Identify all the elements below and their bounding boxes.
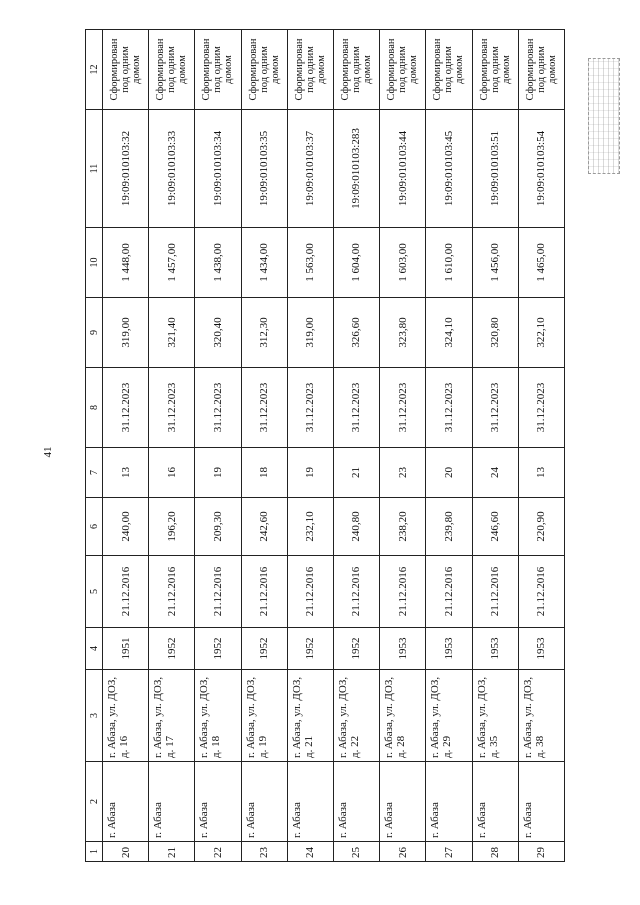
count-cell: 13: [103, 448, 149, 498]
land-area-cell: 1 456,00: [472, 228, 518, 298]
area-cell: 209,30: [195, 498, 241, 556]
row-number: 25: [333, 842, 379, 862]
table-row: [149, 30, 195, 862]
page-number: 41: [42, 446, 54, 458]
build-year-cell: 1952: [149, 628, 195, 670]
rotated-table-container: [85, 30, 565, 862]
deadline-date-cell: 31.12.2023: [426, 368, 472, 448]
date-cell: 21.12.2016: [518, 556, 564, 628]
column-number: 4: [86, 628, 103, 670]
value-cell: 320,40: [195, 298, 241, 368]
deadline-date-cell: 31.12.2023: [472, 368, 518, 448]
table-row: [287, 30, 333, 862]
value-cell: 326,60: [333, 298, 379, 368]
value-cell: 312,30: [241, 298, 287, 368]
value-cell: 319,00: [287, 298, 333, 368]
date-cell: 21.12.2016: [472, 556, 518, 628]
count-cell: 13: [518, 448, 564, 498]
status-cell: Сформирован под одним домом: [103, 30, 149, 110]
build-year-cell: 1953: [380, 628, 426, 670]
value-cell: 321,40: [149, 298, 195, 368]
row-number: 21: [149, 842, 195, 862]
row-number: 26: [380, 842, 426, 862]
land-area-cell: 1 434,00: [241, 228, 287, 298]
status-cell: Сформирован под одним домом: [195, 30, 241, 110]
deadline-date-cell: 31.12.2023: [380, 368, 426, 448]
status-cell: Сформирован под одним домом: [380, 30, 426, 110]
status-cell: Сформирован под одним домом: [472, 30, 518, 110]
city-cell: г. Абаза: [426, 762, 472, 842]
build-year-cell: 1952: [195, 628, 241, 670]
city-cell: г. Абаза: [333, 762, 379, 842]
cadastral-number-cell: 19:09:010103:32: [103, 110, 149, 228]
status-cell: Сформирован под одним домом: [287, 30, 333, 110]
land-area-cell: 1 610,00: [426, 228, 472, 298]
table-row: [380, 30, 426, 862]
table-body: [103, 30, 565, 862]
count-cell: 20: [426, 448, 472, 498]
deadline-date-cell: 31.12.2023: [518, 368, 564, 448]
column-number: 2: [86, 762, 103, 842]
column-number: 10: [86, 228, 103, 298]
deadline-date-cell: 31.12.2023: [287, 368, 333, 448]
column-number: 1: [86, 842, 103, 862]
table-row: [333, 30, 379, 862]
column-number-row: [86, 30, 103, 862]
build-year-cell: 1952: [287, 628, 333, 670]
land-area-cell: 1 563,00: [287, 228, 333, 298]
column-number: 8: [86, 368, 103, 448]
city-cell: г. Абаза: [149, 762, 195, 842]
city-cell: г. Абаза: [472, 762, 518, 842]
date-cell: 21.12.2016: [380, 556, 426, 628]
cadastral-number-cell: 19:09:010103:34: [195, 110, 241, 228]
area-cell: 240,00: [103, 498, 149, 556]
city-cell: г. Абаза: [380, 762, 426, 842]
table-row: [518, 30, 564, 862]
status-cell: Сформирован под одним домом: [426, 30, 472, 110]
date-cell: 21.12.2016: [287, 556, 333, 628]
city-cell: г. Абаза: [195, 762, 241, 842]
area-cell: 239,80: [426, 498, 472, 556]
build-year-cell: 1952: [333, 628, 379, 670]
area-cell: 238,20: [380, 498, 426, 556]
row-number: 22: [195, 842, 241, 862]
value-cell: 320,80: [472, 298, 518, 368]
cadastral-number-cell: 19:09:010103:33: [149, 110, 195, 228]
address-cell: г. Абаза, ул. ДОЗ, д. 29: [426, 670, 472, 762]
count-cell: 24: [472, 448, 518, 498]
build-year-cell: 1951: [103, 628, 149, 670]
date-cell: 21.12.2016: [149, 556, 195, 628]
table-row: [103, 30, 149, 862]
count-cell: 16: [149, 448, 195, 498]
deadline-date-cell: 31.12.2023: [103, 368, 149, 448]
count-cell: 21: [333, 448, 379, 498]
column-number: 5: [86, 556, 103, 628]
build-year-cell: 1952: [241, 628, 287, 670]
deadline-date-cell: 31.12.2023: [195, 368, 241, 448]
date-cell: 21.12.2016: [426, 556, 472, 628]
status-cell: Сформирован под одним домом: [333, 30, 379, 110]
land-area-cell: 1 603,00: [380, 228, 426, 298]
land-area-cell: 1 457,00: [149, 228, 195, 298]
column-number: 7: [86, 448, 103, 498]
area-cell: 220,90: [518, 498, 564, 556]
row-number: 20: [103, 842, 149, 862]
row-number: 23: [241, 842, 287, 862]
address-cell: г. Абаза, ул. ДОЗ, д. 16: [103, 670, 149, 762]
date-cell: 21.12.2016: [195, 556, 241, 628]
table-row: [472, 30, 518, 862]
address-cell: г. Абаза, ул. ДОЗ, д. 22: [333, 670, 379, 762]
status-cell: Сформирован под одним домом: [149, 30, 195, 110]
table-row: [195, 30, 241, 862]
cadastral-number-cell: 19:09:010103:51: [472, 110, 518, 228]
address-cell: г. Абаза, ул. ДОЗ, д. 38: [518, 670, 564, 762]
count-cell: 19: [195, 448, 241, 498]
count-cell: 23: [380, 448, 426, 498]
value-cell: 323,80: [380, 298, 426, 368]
count-cell: 18: [241, 448, 287, 498]
row-number: 27: [426, 842, 472, 862]
column-number: 11: [86, 110, 103, 228]
area-cell: 240,80: [333, 498, 379, 556]
cadastral-number-cell: 19:09:010103:37: [287, 110, 333, 228]
date-cell: 21.12.2016: [103, 556, 149, 628]
table-row: [241, 30, 287, 862]
area-cell: 242,60: [241, 498, 287, 556]
address-cell: г. Абаза, ул. ДОЗ, д. 21: [287, 670, 333, 762]
table-row: [426, 30, 472, 862]
address-cell: г. Абаза, ул. ДОЗ, д. 18: [195, 670, 241, 762]
area-cell: 232,10: [287, 498, 333, 556]
value-cell: 322,10: [518, 298, 564, 368]
address-cell: г. Абаза, ул. ДОЗ, д. 19: [241, 670, 287, 762]
value-cell: 319,00: [103, 298, 149, 368]
housing-register-table: [85, 29, 565, 862]
column-number: 6: [86, 498, 103, 556]
row-number: 29: [518, 842, 564, 862]
status-cell: Сформирован под одним домом: [241, 30, 287, 110]
column-number: 12: [86, 30, 103, 110]
land-area-cell: 1 448,00: [103, 228, 149, 298]
city-cell: г. Абаза: [103, 762, 149, 842]
address-cell: г. Абаза, ул. ДОЗ, д. 17: [149, 670, 195, 762]
row-number: 28: [472, 842, 518, 862]
column-number: 3: [86, 670, 103, 762]
status-cell: Сформирован под одним домом: [518, 30, 564, 110]
date-cell: 21.12.2016: [241, 556, 287, 628]
date-cell: 21.12.2016: [333, 556, 379, 628]
land-area-cell: 1 438,00: [195, 228, 241, 298]
cadastral-number-cell: 19:09:010103:35: [241, 110, 287, 228]
registration-stamp: [588, 58, 620, 174]
area-cell: 246,60: [472, 498, 518, 556]
cadastral-number-cell: 19:09:010103:45: [426, 110, 472, 228]
cadastral-number-cell: 19:09:010103:44: [380, 110, 426, 228]
build-year-cell: 1953: [518, 628, 564, 670]
deadline-date-cell: 31.12.2023: [241, 368, 287, 448]
city-cell: г. Абаза: [287, 762, 333, 842]
land-area-cell: 1 465,00: [518, 228, 564, 298]
address-cell: г. Абаза, ул. ДОЗ, д. 28: [380, 670, 426, 762]
build-year-cell: 1953: [472, 628, 518, 670]
address-cell: г. Абаза, ул. ДОЗ, д. 35: [472, 670, 518, 762]
deadline-date-cell: 31.12.2023: [149, 368, 195, 448]
column-number: 9: [86, 298, 103, 368]
count-cell: 19: [287, 448, 333, 498]
build-year-cell: 1953: [426, 628, 472, 670]
value-cell: 324,10: [426, 298, 472, 368]
city-cell: г. Абаза: [241, 762, 287, 842]
area-cell: 196,20: [149, 498, 195, 556]
cadastral-number-cell: 19:09:010103:54: [518, 110, 564, 228]
deadline-date-cell: 31.12.2023: [333, 368, 379, 448]
land-area-cell: 1 604,00: [333, 228, 379, 298]
row-number: 24: [287, 842, 333, 862]
city-cell: г. Абаза: [518, 762, 564, 842]
cadastral-number-cell: 19:09:010103:283: [333, 110, 379, 228]
